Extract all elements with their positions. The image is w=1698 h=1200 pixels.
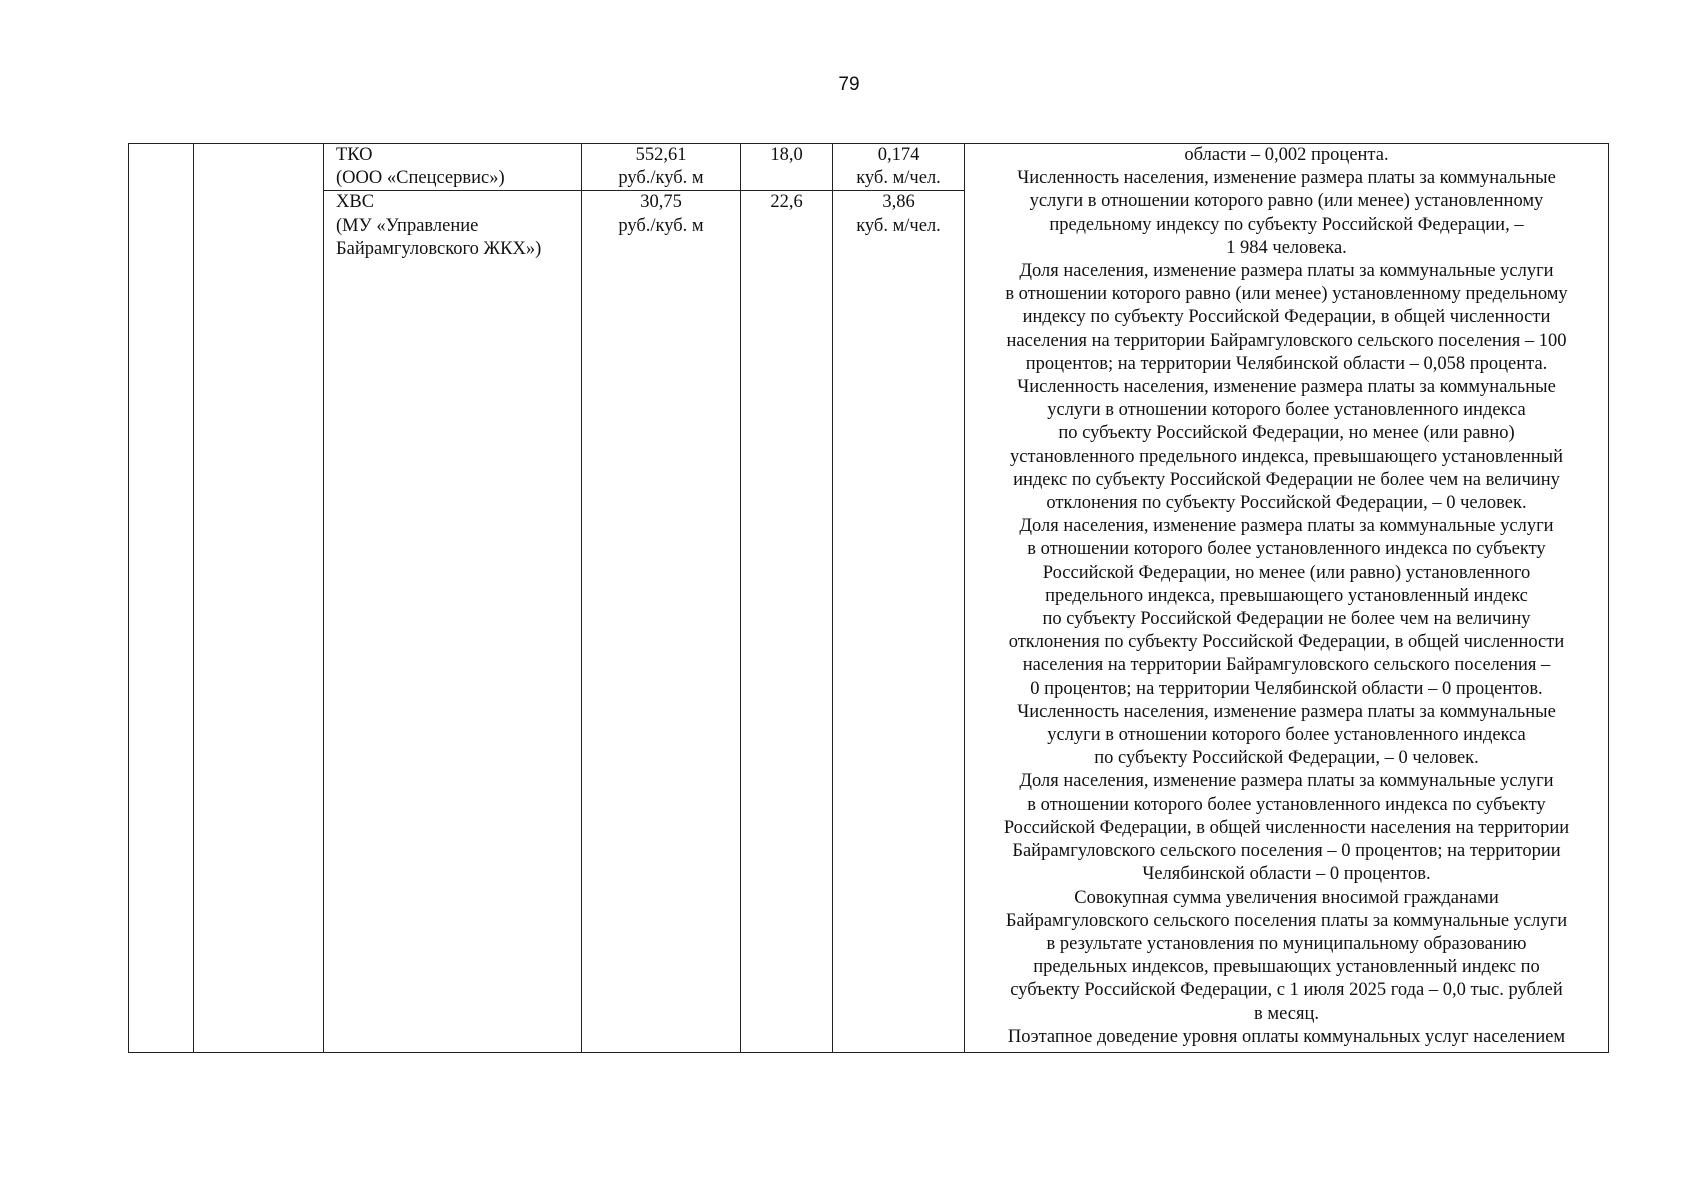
- service-cell: [324, 144, 582, 191]
- description-line: 0 процентов; на территории Челябинской области – 0 процентов.: [1030, 678, 1543, 699]
- description-line: в отношении которого более установленного индекса по субъекту: [1027, 539, 1546, 560]
- empty-cell-municipality: [194, 144, 324, 1053]
- description-line: индекс по субъекту Российской Федерации не более чем на величину: [1013, 469, 1560, 490]
- description-cell: [965, 144, 1609, 1053]
- description-line: отклонения по субъекту Российской Федерации, – 0 человек.: [1046, 493, 1527, 514]
- increase-cell: [741, 191, 833, 1053]
- description-line: предельному индексу по субъекту Российской Федерации, –: [1049, 214, 1524, 235]
- description-line: по субъекту Российской Федерации, но менее (или равно): [1058, 423, 1515, 444]
- description-line: Российской Федерации, в общей численности населения на территории: [1003, 817, 1570, 838]
- increase-value: 22,6: [770, 192, 803, 213]
- service-provider: (МУ «Управление: [336, 215, 479, 236]
- tariff-cell: [582, 191, 741, 1053]
- description-line: Байрамгуловского сельского поселения – 0 процентов; на территории: [1012, 841, 1561, 862]
- description-line: предельного индекса, превышающего установленный индекс: [1045, 585, 1528, 606]
- description-line: предельных индексов, превышающих установленный индекс по: [1033, 957, 1540, 978]
- tariff-unit: руб./куб. м: [618, 168, 704, 189]
- description-line: 1 984 человека.: [1226, 237, 1347, 258]
- description-line: Численность населения, изменение размера платы за коммунальные: [1017, 168, 1556, 189]
- description-line: услуги в отношении которого равно (или менее) установленному: [1029, 191, 1544, 212]
- service-provider: (ООО «Спецсервис»): [336, 168, 505, 189]
- description-line: процентов; на территории Челябинской области – 0,058 процента.: [1025, 353, 1548, 374]
- increase-cell: [741, 144, 833, 191]
- description-line: Доля населения, изменение размера платы за коммунальные услуги: [1019, 771, 1554, 792]
- norm-cell: [833, 191, 965, 1053]
- description-line: в отношении которого равно (или менее) установленному предельному: [1005, 284, 1568, 305]
- description-line: по субъекту Российской Федерации не более чем на величину: [1042, 609, 1531, 630]
- service-cell: [324, 191, 582, 1053]
- service-name: ТКО: [336, 145, 373, 165]
- norm-value: 0,174: [877, 145, 920, 165]
- description-line: Доля населения, изменение размера платы за коммунальные услуги: [1019, 261, 1554, 282]
- norm-unit: куб. м/чел.: [856, 168, 941, 189]
- norm-value: 3,86: [882, 192, 915, 213]
- description-line: установленного предельного индекса, превышающего установленный: [1010, 446, 1563, 467]
- description-line: Совокупная сумма увеличения вносимой гражданами: [1074, 887, 1499, 908]
- description-line: населения на территории Байрамгуловского сельского поселения – 100: [1006, 330, 1567, 351]
- description-line: Байрамгуловского сельского поселения платы за коммунальные услуги: [1005, 910, 1568, 931]
- tariff-value: 30,75: [640, 192, 682, 213]
- description-line: индексу по субъекту Российской Федерации, в общей численности: [1022, 307, 1551, 328]
- description-line: населения на территории Байрамгуловского сельского поселения –: [1022, 655, 1551, 676]
- tariff-value: 552,61: [635, 145, 687, 165]
- empty-cell-number: [129, 144, 194, 1053]
- description-line: Доля населения, изменение размера платы за коммунальные услуги: [1019, 516, 1554, 537]
- description-line: услуги в отношении которого более установленного индекса: [1047, 400, 1526, 421]
- description-line: в месяц.: [1254, 1003, 1319, 1024]
- tariff-cell: [582, 144, 741, 191]
- service-provider: Байрамгуловского ЖКХ»): [336, 238, 542, 259]
- description-line: субъекту Российской Федерации, с 1 июля 2025 года – 0,0 тыс. рублей: [1010, 980, 1563, 1001]
- description-line: в отношении которого более установленного индекса по субъекту: [1027, 794, 1546, 815]
- description-line: Поэтапное доведение уровня оплаты коммунальных услуг населением: [1007, 1026, 1566, 1047]
- description-line: в результате установления по муниципальному образованию: [1046, 933, 1527, 954]
- description-line: услуги в отношении которого более установленного индекса: [1047, 725, 1526, 746]
- table-row-tko: [129, 144, 1609, 191]
- description-line: Челябинской области – 0 процентов.: [1142, 864, 1431, 885]
- norm-unit: куб. м/чел.: [856, 215, 941, 236]
- description-line: Численность населения, изменение размера платы за коммунальные: [1017, 701, 1556, 722]
- increase-value: 18,0: [770, 145, 803, 165]
- norm-cell: [833, 144, 965, 191]
- description-line: Российской Федерации, но менее (или равно) установленного: [1042, 562, 1531, 583]
- page-number: 79: [838, 74, 860, 95]
- service-name: ХВС: [336, 192, 375, 213]
- tariff-table: [128, 143, 1609, 1053]
- description-line: по субъекту Российской Федерации, – 0 человек.: [1094, 748, 1479, 769]
- description-line: отклонения по субъекту Российской Федерации, в общей численности: [1008, 632, 1565, 653]
- description-line: Численность населения, изменение размера платы за коммунальные: [1017, 377, 1556, 398]
- tariff-unit: руб./куб. м: [618, 215, 704, 236]
- description-line: области – 0,002 процента.: [1184, 145, 1389, 165]
